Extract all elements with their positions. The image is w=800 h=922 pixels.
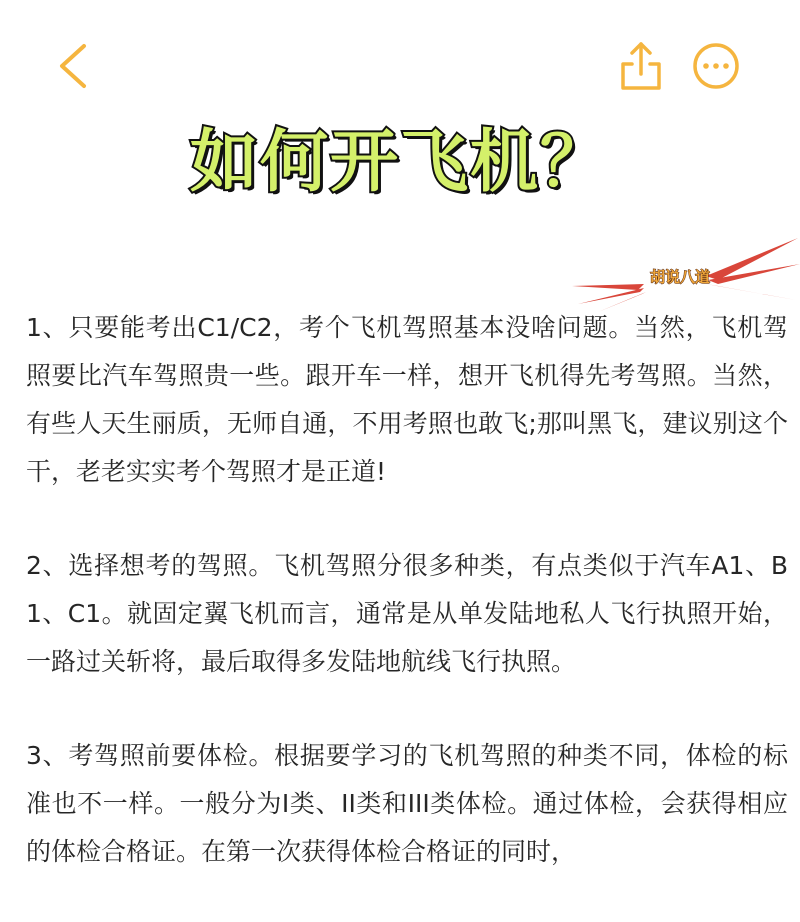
article-title: 如何开飞机？ — [189, 123, 610, 202]
back-icon — [48, 38, 98, 94]
article-tag: 胡说八道 — [650, 268, 711, 286]
article-body — [26, 304, 788, 922]
paragraph-1: 1、只要能考出C1/C2，考个飞机驾照基本没啥问题。当然，飞机驾照要比汽车驾照贵一些。跟开车一样，想开飞机得先考驾照。当然，有些人天生丽质，无师自通，不用考照也敢飞;那叫黑飞，建议别这个干，老老实实考个驾照才是正道! — [26, 313, 788, 486]
more-button[interactable] — [690, 40, 742, 92]
more-icon — [690, 40, 742, 92]
paragraph-3: 3、考驾照前要体检。根据要学习的飞机驾照的种类不同，体检的标准也不一样。一般分为I类、II类和III类体检。通过体检，会获得相应的体检合格证。在第一次获得体检合格证的同时， — [26, 741, 788, 866]
paragraph-2: 2、选择想考的驾照。飞机驾照分很多种类，有点类似于汽车A1、B1、C1。就固定翼飞机而言，通常是从单发陆地私人飞行执照开始，一路过关斩将，最后取得多发陆地航线飞行执照。 — [26, 551, 788, 676]
back-button[interactable] — [48, 38, 98, 94]
share-icon — [614, 36, 668, 96]
share-button[interactable] — [614, 36, 668, 96]
